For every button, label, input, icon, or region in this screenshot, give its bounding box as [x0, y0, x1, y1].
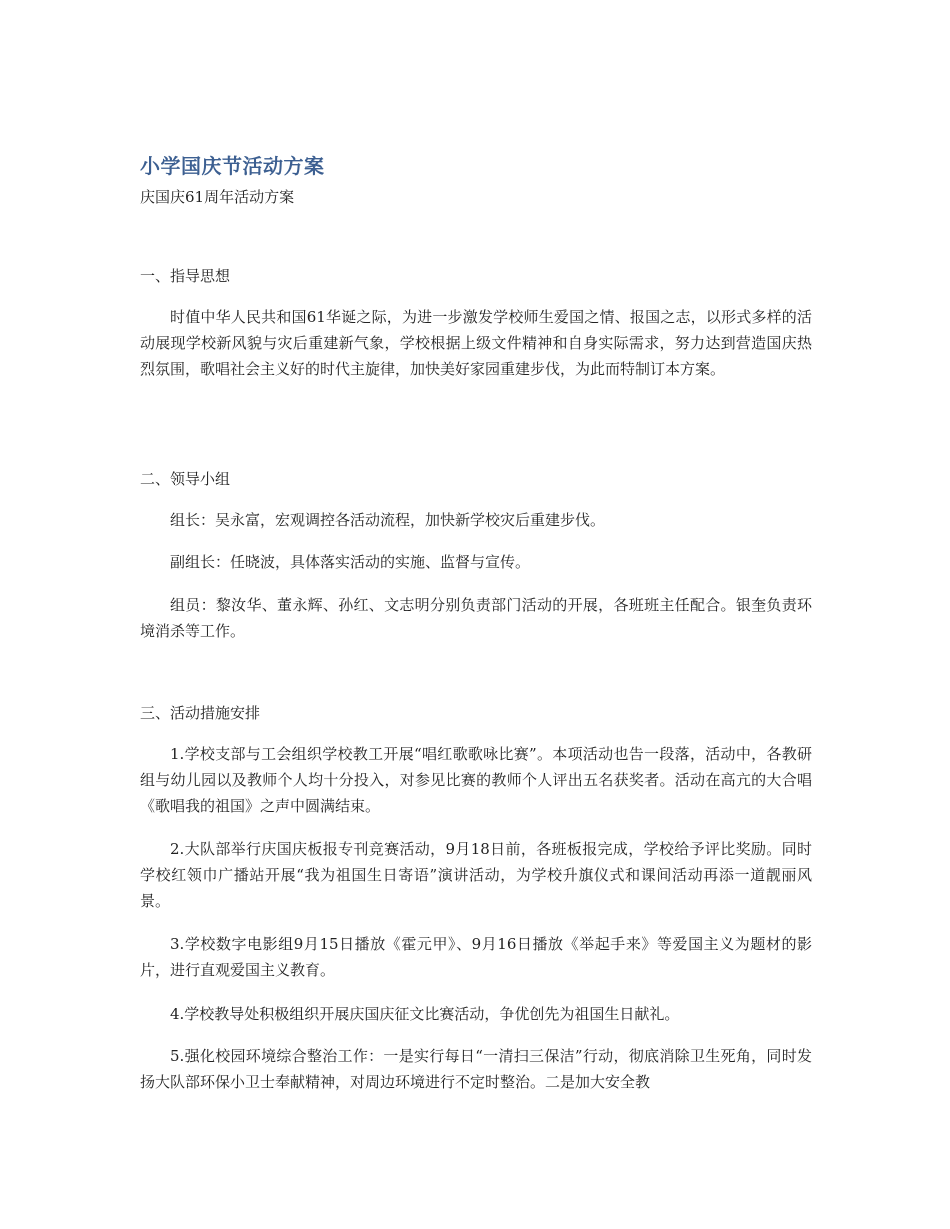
paragraph-measure-4: 4.学校教导处积极组织开展庆国庆征文比赛活动，争优创先为祖国生日献礼。: [170, 1005, 680, 1023]
page-subtitle: 庆国庆61周年活动方案: [140, 188, 295, 206]
paragraph-measure-1: 1.学校支部与工会组织学校教工开展“唱红歌歌咏比赛”。本项活动也告一段落，活动中，各教研组与幼儿园以及教师个人均十分投入，对参见比赛的教师个人评出五名获奖者。活动在高亢的大合唱《歌唱我的祖国》之声中圆满结束。: [140, 745, 812, 815]
paragraph-deputy: 副组长：任晓波，具体落实活动的实施、监督与宣传。: [170, 553, 531, 571]
section-heading-measures: 三、活动措施安排: [140, 704, 261, 722]
paragraph-members: 组员：黎汝华、董永辉、孙红、文志明分别负责部门活动的开展，各班班主任配合。银奎负责环境消杀等工作。: [140, 596, 812, 640]
section-heading-guiding: 一、指导思想: [140, 267, 231, 285]
paragraph-leader: 组长：吴永富，宏观调控各活动流程，加快新学校灾后重建步伐。: [170, 511, 606, 529]
paragraph-measure-5: 5.强化校园环境综合整治工作：一是实行每日“一清扫三保洁”行动，彻底消除卫生死角，同时发扬大队部环保小卫士奉献精神，对周边环境进行不定时整治。二是加大安全教: [140, 1047, 812, 1091]
paragraph-measure-2: 2.大队部举行庆国庆板报专刊竞赛活动，9月18日前，各班板报完成，学校给予评比奖励。同时学校红领巾广播站开展“我为祖国生日寄语”演讲活动，为学校升旗仪式和课间活动再添一道靓丽风景。: [140, 840, 812, 910]
page-title: 小学国庆节活动方案: [140, 154, 325, 178]
paragraph-guiding: 时值中华人民共和国61华诞之际，为进一步激发学校师生爱国之情、报国之志，以形式多样的活动展现学校新风貌与灾后重建新气象，学校根据上级文件精神和自身实际需求，努力达到营造国庆热烈氛围，歌唱社会主义好的时代主旋律，加快美好家园重建步伐，为此而特制订本方案。: [140, 308, 812, 378]
paragraph-measure-3: 3.学校数字电影组9月15日播放《霍元甲》、9月16日播放《举起手来》等爱国主义为题材的影片，进行直观爱国主义教育。: [140, 935, 812, 979]
section-heading-leadership: 二、领导小组: [140, 470, 231, 488]
